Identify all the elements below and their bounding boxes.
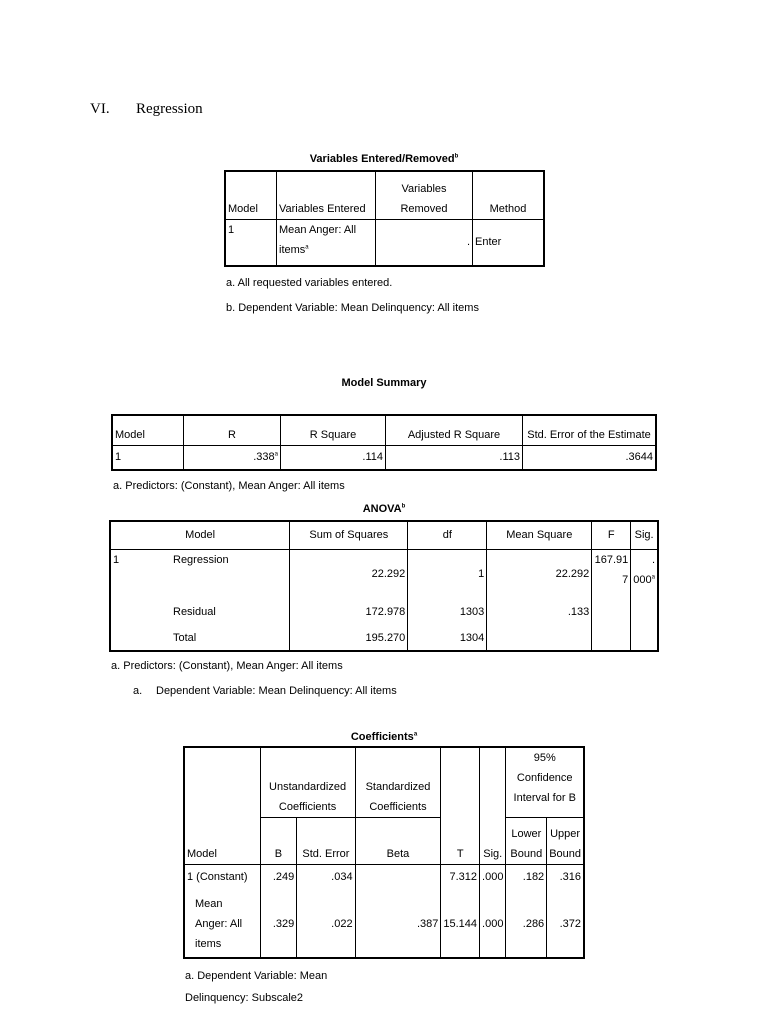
- ms-cell-r: .338$^a$: [184, 445, 281, 470]
- anova-header-f: F: [592, 521, 631, 549]
- variables-table-title: Variables Entered/Removed$^b$: [309, 153, 459, 165]
- coef-row-constant-beta: [355, 864, 441, 890]
- anova-table: [109, 520, 659, 652]
- coef-row-anger-lower: .286: [506, 890, 547, 958]
- anova-note-a: a. Predictors: (Constant), Mean Anger: All items: [111, 660, 343, 672]
- coef-row-anger-sig: .000: [480, 890, 506, 958]
- coef-row-constant-upper: .316: [547, 864, 584, 890]
- coef-row-constant-b: .249: [260, 864, 297, 890]
- anova-title: ANOVA$^b$: [362, 503, 406, 515]
- model-summary-note: a. Predictors: (Constant), Mean Anger: All items: [113, 480, 345, 492]
- coef-row-constant-label: 1 (Constant): [184, 864, 260, 890]
- ms-header-r: R: [184, 415, 281, 445]
- anova-sig-regression: . 000$^a$: [631, 549, 658, 599]
- anova-f-total: [592, 625, 631, 651]
- coef-header-std-error: Std. Error: [297, 817, 355, 864]
- anova-header-model: Model: [110, 521, 290, 549]
- coef-header-model: Model: [184, 747, 260, 864]
- coefficients-table: [183, 746, 585, 959]
- ms-cell-std-error: .3644: [523, 445, 657, 470]
- coef-header-lower: Lower Bound: [506, 817, 547, 864]
- anova-ms-total: [487, 625, 592, 651]
- coef-header-t: T: [441, 747, 480, 864]
- ms-header-std-error: Std. Error of the Estimate: [523, 415, 657, 445]
- anova-header-ms: Mean Square: [487, 521, 592, 549]
- anova-df-residual: 1303: [408, 599, 487, 625]
- coef-header-ci: 95% Confidence Interval for B: [506, 747, 584, 817]
- anova-ss-residual: 172.978: [290, 599, 408, 625]
- variables-note-b: b. Dependent Variable: Mean Delinquency: All items: [226, 302, 479, 314]
- anova-label-regression: Regression: [171, 549, 290, 599]
- coef-row-constant-se: .034: [297, 864, 355, 890]
- coef-header-standardized: Standardized Coefficients: [355, 747, 441, 817]
- anova-header-sig: Sig.: [631, 521, 658, 549]
- coef-row-anger-se: .022: [297, 890, 355, 958]
- header-variables-entered: Variables Entered: [277, 171, 376, 219]
- section-number: VI.: [90, 101, 110, 117]
- anova-header-df: df: [408, 521, 487, 549]
- variables-note-a: a. All requested variables entered.: [226, 277, 393, 289]
- ms-header-adj-r-square: Adjusted R Square: [386, 415, 523, 445]
- anova-label-total: Total: [171, 625, 290, 651]
- coefficients-note-line2: Delinquency: Subscale2: [185, 992, 304, 1004]
- anova-ss-regression: 22.292: [290, 549, 408, 599]
- coef-row-anger-beta: .387: [355, 890, 441, 958]
- ms-cell-model: 1: [112, 445, 184, 470]
- anova-header-ss: Sum of Squares: [290, 521, 408, 549]
- anova-ms-residual: .133: [487, 599, 592, 625]
- anova-sig-total: [631, 625, 658, 651]
- coef-row-constant-lower: .182: [506, 864, 547, 890]
- cell-method: Enter: [473, 219, 545, 266]
- anova-sig-residual: [631, 599, 658, 625]
- header-variables-removed: Variables Removed: [376, 171, 473, 219]
- ms-cell-adj-r-square: .113: [386, 445, 523, 470]
- anova-f-regression: 167.91 7: [592, 549, 631, 599]
- coef-row-constant-t: 7.312: [441, 864, 480, 890]
- coef-header-b: B: [260, 817, 297, 864]
- cell-variables-entered: Mean Anger: All items$^a$: [277, 219, 376, 266]
- anova-ss-total: 195.270: [290, 625, 408, 651]
- anova-label-residual: Residual: [171, 599, 290, 625]
- coef-row-constant-sig: .000: [480, 864, 506, 890]
- cell-model: 1: [225, 219, 277, 266]
- header-method: Method: [473, 171, 545, 219]
- coef-row-anger-upper: .372: [547, 890, 584, 958]
- model-summary-table: [111, 414, 657, 471]
- coef-header-sig: Sig.: [480, 747, 506, 864]
- ms-cell-r-square: .114: [281, 445, 386, 470]
- variables-entered-table: [224, 170, 545, 267]
- anova-df-regression: 1: [408, 549, 487, 599]
- coefficients-title: Coefficients$^a$: [350, 731, 418, 743]
- ms-header-model: Model: [112, 415, 184, 445]
- anova-model-number: 1: [110, 549, 171, 651]
- ms-header-r-square: R Square: [281, 415, 386, 445]
- coef-row-anger-label: Mean Anger: All items: [184, 890, 260, 958]
- section-title: Regression: [136, 101, 203, 117]
- cell-variables-removed: .: [376, 219, 473, 266]
- anova-f-residual: [592, 599, 631, 625]
- anova-df-total: 1304: [408, 625, 487, 651]
- coef-header-upper: Upper Bound: [547, 817, 584, 864]
- header-model: Model: [225, 171, 277, 219]
- anova-note-b-marker: a.: [133, 685, 143, 697]
- coef-row-anger-t: 15.144: [441, 890, 480, 958]
- coef-header-unstandardized: Unstandardized Coefficients: [260, 747, 355, 817]
- anova-ms-regression: 22.292: [487, 549, 592, 599]
- coef-row-anger-b: .329: [260, 890, 297, 958]
- model-summary-title: Model Summary: [341, 377, 427, 389]
- coefficients-note-line1: a. Dependent Variable: Mean: [185, 970, 328, 982]
- coef-header-beta: Beta: [355, 817, 441, 864]
- anova-note-b: Dependent Variable: Mean Delinquency: All items: [156, 685, 397, 697]
